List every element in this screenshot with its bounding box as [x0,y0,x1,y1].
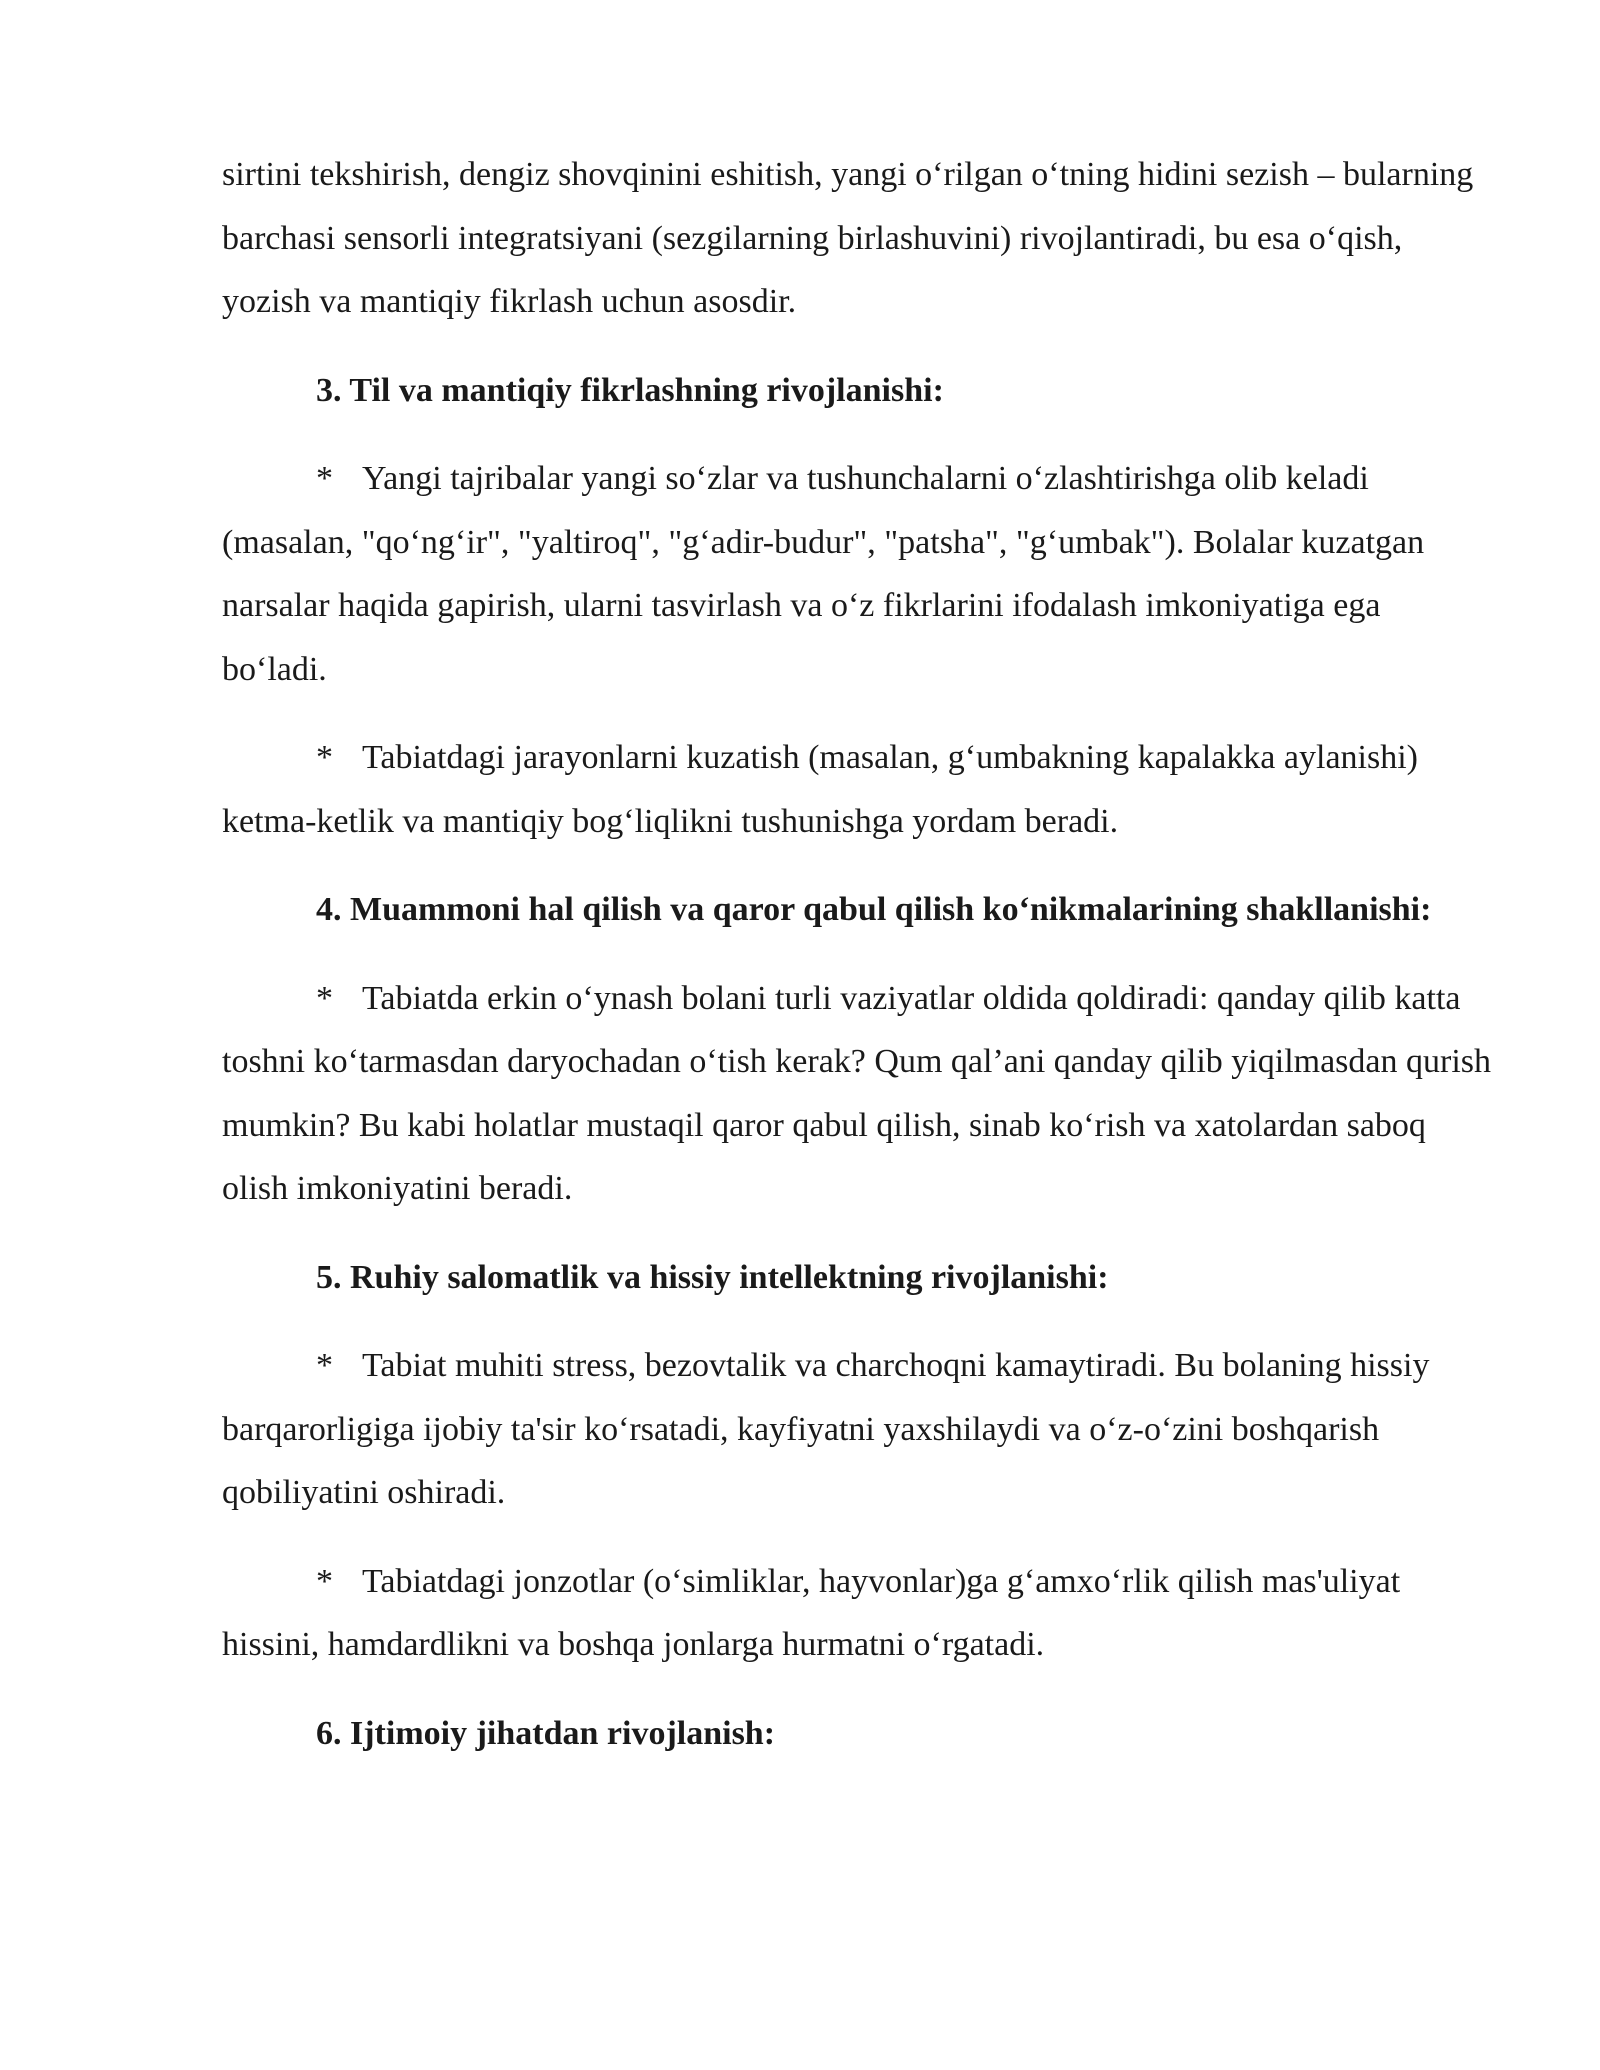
bullet-item [222,1334,1492,1525]
bullet-item [222,447,1492,701]
bullet-item [222,726,1492,853]
bullet-marker: * [316,460,333,497]
document-page [222,143,1492,1765]
bullet-text: Tabiat muhiti stress, bezovtalik va charchoqni kamaytiradi. Bu bolaning hissiy barqarorligiga ijobiy ta'sir ko‘rsatadi, kayfiyatni yaxshilaydi va o‘z-o‘zini boshqarish qobiliyatini oshiradi. [222,1347,1430,1511]
bullet-marker: * [316,1347,333,1384]
bullet-marker: * [316,1562,333,1600]
bullet-text: Tabiatda erkin o‘ynash bolani turli vaziyatlar oldida qoldiradi: qanday qilib katta toshni ko‘tarmasdan daryochadan o‘tish kerak? Qum qal’ani qanday qilib yiqilmasdan qurish mumkin? Bu kabi holatlar mustaqil qaror qabul qilish, sinab ko‘rish va xatolardan saboq olish imkoniyatini beradi. [222,979,1492,1207]
bullet-text: Tabiatdagi jarayonlarni kuzatish (masalan, g‘umbakning kapalakka aylanishi) ketma-ketlik va mantiqiy bog‘liqlikni tushunishga yordam beradi. [222,739,1418,840]
intro-paragraph: sirtini tekshirish, dengiz shovqinini eshitish, yangi o‘rilgan o‘tning hidini sezish – bularning barchasi sensorli integratsiyani (sezgilarning birlashuvini) rivojlantiradi, bu esa o‘qish, yozish va mantiqiy fikrlash uchun asosdir. [222,156,1474,320]
bullet-text: Tabiatdagi jonzotlar (o‘simliklar, hayvonlar)ga g‘amxo‘rlik qilish mas'uliyat hissini, hamdardlikni va boshqa jonlarga hurmatni o‘rgatadi. [222,1562,1401,1663]
section-heading-5: 5. Ruhiy salomatlik va hissiy intellektning rivojlanishi: [316,1258,1109,1296]
bullet-item [222,1550,1492,1677]
section-heading-4: 4. Muammoni hal qilish va qaror qabul qilish ko‘nikmalarining shakllanishi: [316,891,1432,928]
bullet-item [222,967,1492,1221]
bullet-text: Yangi tajribalar yangi so‘zlar va tushunchalarni o‘zlashtirishga olib keladi (masalan, "qo‘ng‘ir", "yaltiroq", "g‘adir-budur", "patsha", "g‘umbak"). Bolalar kuzatgan narsalar haqida gapirish, ularni tasvirlash va o‘z fikrlarini ifodalash imkoniyatiga ega bo‘ladi. [222,460,1425,688]
bullet-marker: * [316,739,333,776]
section-heading-6: 6. Ijtimoiy jihatdan rivojlanish: [316,1714,776,1752]
bullet-marker: * [316,979,333,1017]
section-heading-3: 3. Til va mantiqiy fikrlashning rivojlanishi: [316,371,944,409]
